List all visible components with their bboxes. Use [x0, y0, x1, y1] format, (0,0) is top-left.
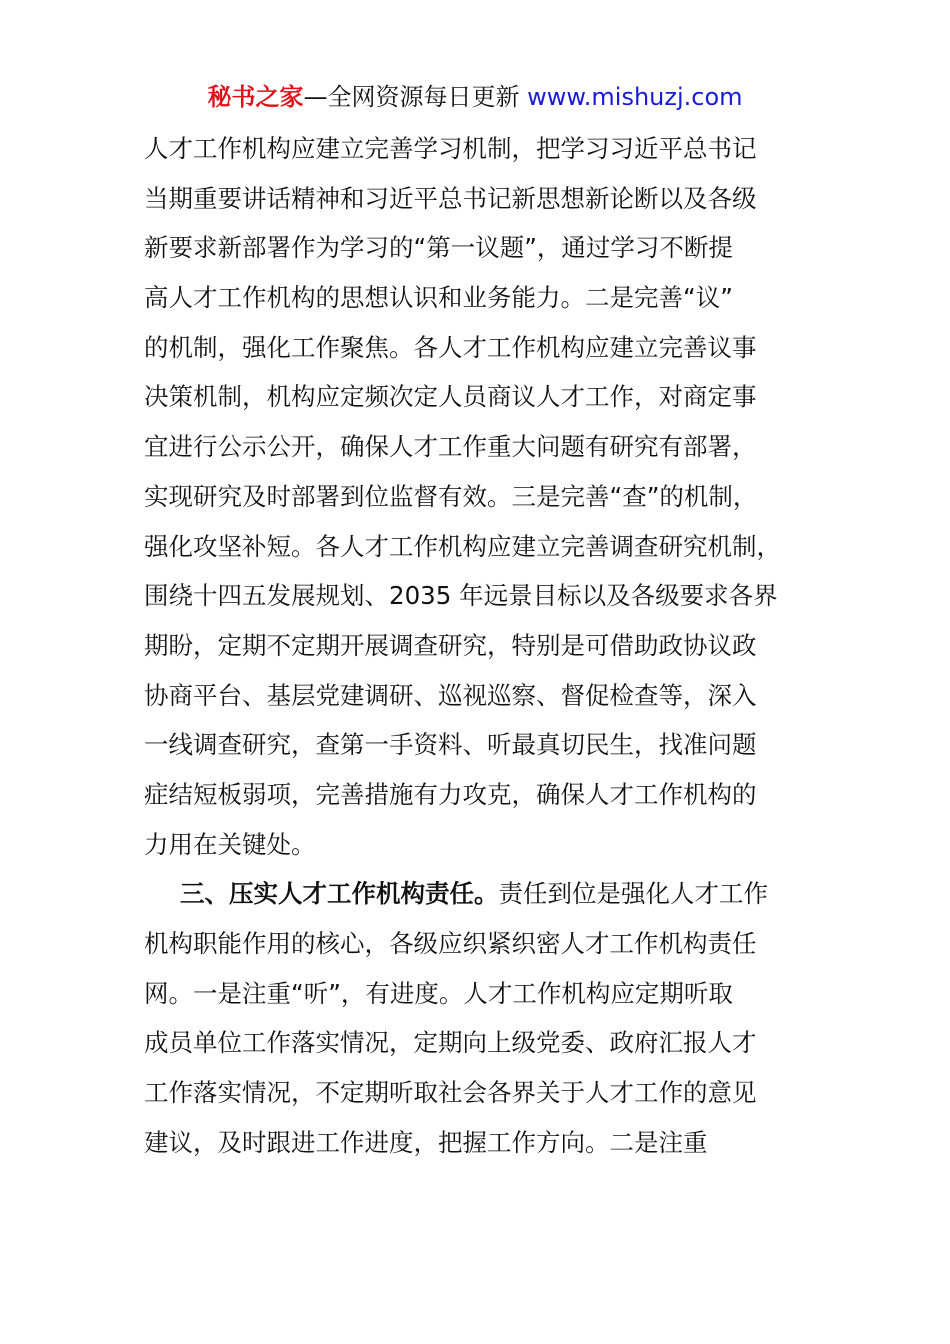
- section-heading: 三、压实人才工作机构责任。: [180, 879, 499, 909]
- text-line: 高人才工作机构的思想认识和业务能力。二是完善“议”: [144, 283, 733, 313]
- text-line: 强化攻坚补短。各人才工作机构应建立完善调查研究机制，: [144, 531, 781, 561]
- text-line: 期盼，定期不定期开展调查研究，特别是可借助政协议政: [144, 630, 757, 660]
- text-line: 的机制，强化工作聚焦。各人才工作机构应建立完善议事: [144, 332, 757, 362]
- text-line: 当期重要讲话精神和习近平总书记新思想新论断以及各级: [144, 183, 757, 213]
- text-line: 决策机制，机构应定频次定人员商议人才工作，对商定事: [144, 382, 757, 412]
- text-line: 宜进行公示公开，确保人才工作重大问题有研究有部署，: [144, 432, 757, 462]
- text-line: 新要求新部署作为学习的“第一议题”，通过学习不断提: [144, 233, 733, 263]
- text-line: 一线调查研究，查第一手资料、听最真切民生，找准问题: [144, 730, 757, 760]
- paragraph-2-first-line: [144, 869, 814, 919]
- text-line: 症结短板弱项，完善措施有力攻克，确保人才工作机构的: [144, 779, 757, 809]
- site-brand: 秘书之家: [207, 83, 304, 111]
- text-line: 力用在关键处。: [144, 829, 316, 859]
- text-line: 人才工作机构应建立完善学习机制，把学习习近平总书记: [144, 134, 757, 163]
- site-tagline: —全网资源每日更新: [303, 83, 520, 111]
- site-header: [0, 80, 950, 114]
- text-line: 实现研究及时部署到位监督有效。三是完善“查”的机制，: [144, 481, 758, 511]
- paragraph-2: [144, 869, 814, 1167]
- paragraph-1: [144, 124, 814, 869]
- text-line: 建议，及时跟进工作进度，把握工作方向。二是注重: [144, 1127, 708, 1157]
- site-url-link[interactable]: www.mishuzj.com: [527, 83, 743, 111]
- text-line: 围绕十四五发展规划、2035 年远景目标以及各级要求各界: [144, 581, 778, 611]
- text-line: 机构职能作用的核心，各级应织紧织密人才工作机构责任: [144, 929, 757, 958]
- text-line: 成员单位工作落实情况，定期向上级党委、政府汇报人才: [144, 1028, 757, 1058]
- text-line: 网。一是注重“听”，有进度。人才工作机构应定期听取: [144, 978, 733, 1008]
- text-line: 工作落实情况，不定期听取社会各界关于人才工作的意见: [144, 1078, 757, 1108]
- heading-continuation: 责任到位是强化人才工作: [498, 879, 768, 909]
- document-body: [144, 124, 814, 1167]
- text-line: 协商平台、基层党建调研、巡视巡察、督促检查等，深入: [144, 680, 757, 710]
